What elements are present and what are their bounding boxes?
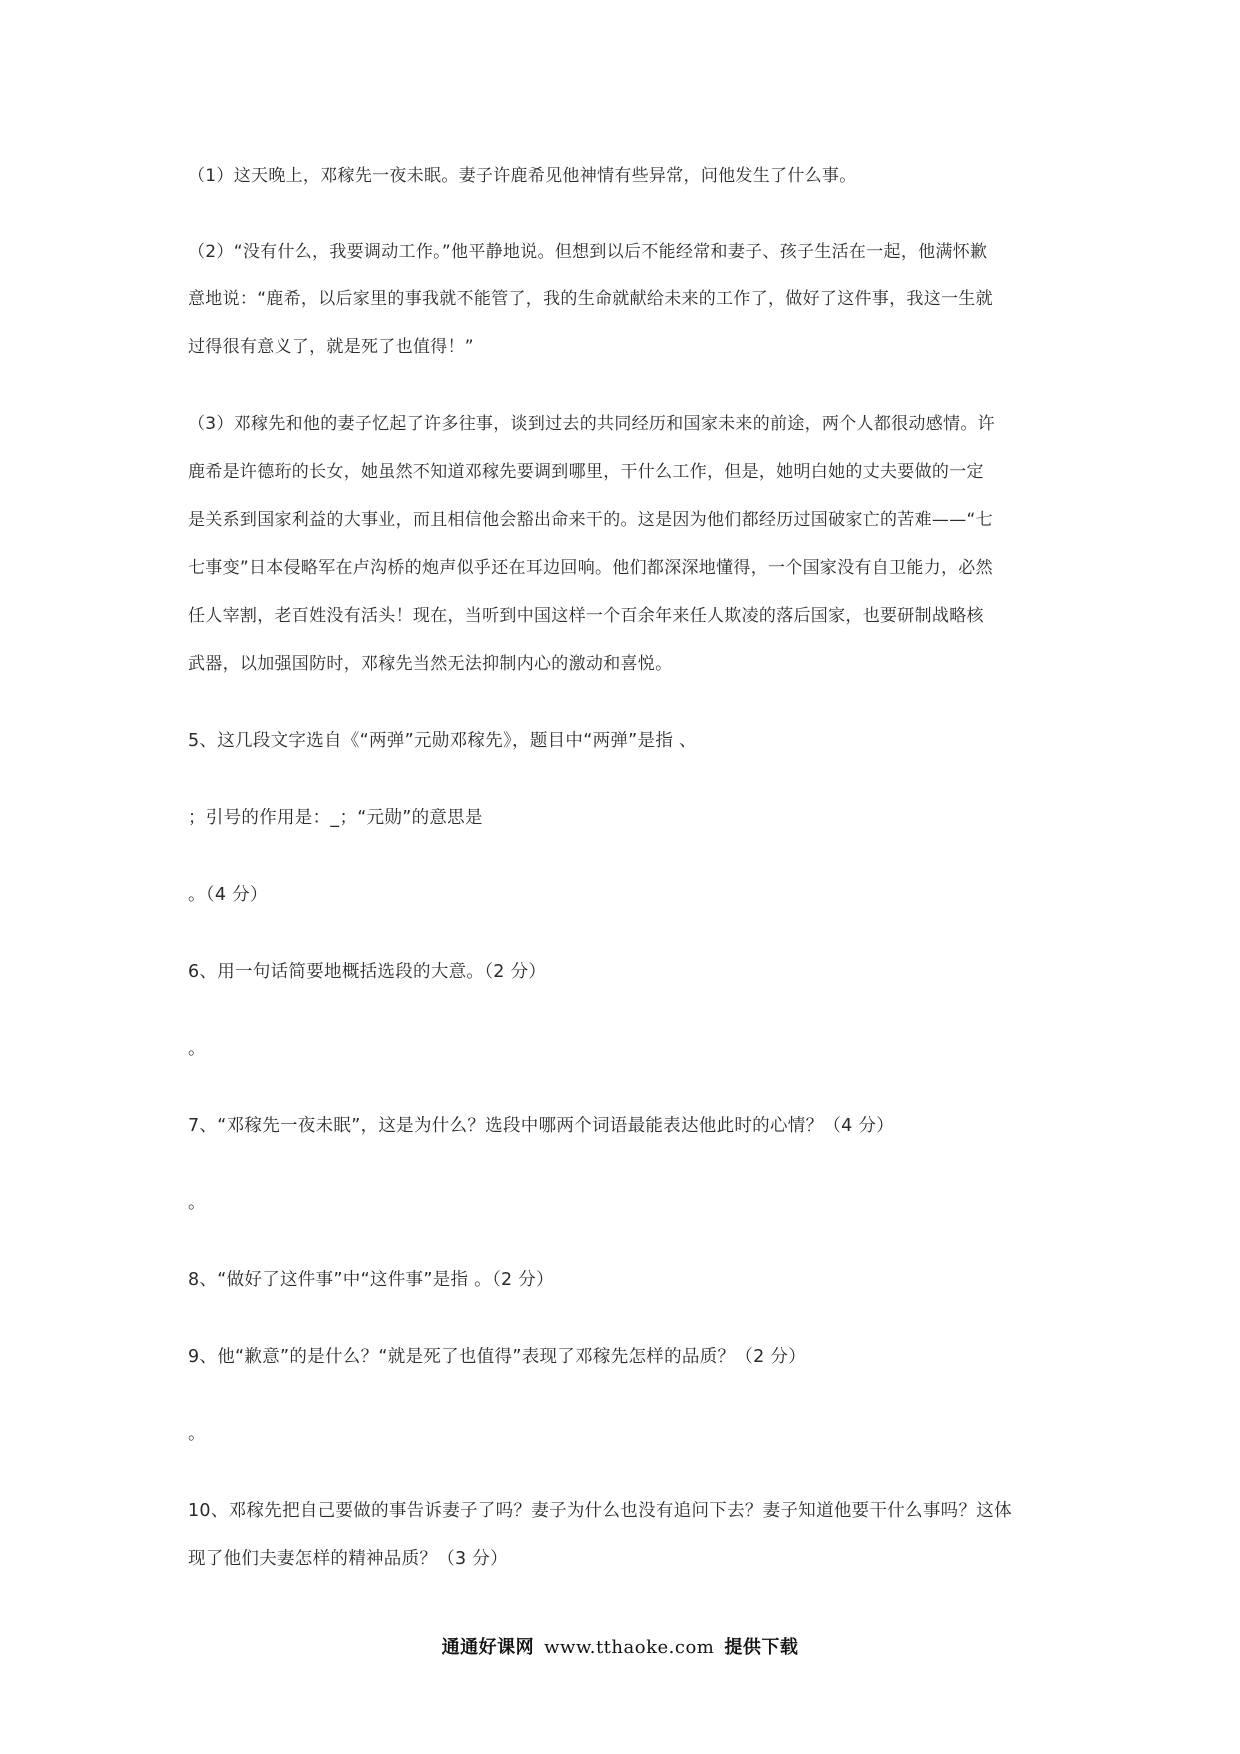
footer-url-link[interactable]: www.tthaoke.com (544, 1637, 715, 1658)
question-9-answer: 。 (188, 1424, 206, 1444)
paragraph-1-line-1: （1）这天晚上，邓稼先一夜未眠。妻子许鹿希见他神情有些异常，问他发生了什么事。 (188, 166, 857, 186)
question-6-answer: 。 (188, 1039, 206, 1059)
paragraph-3-line-2: 鹿希是许德珩的长女，她虽然不知道邓稼先要调到哪里，干什么工作，但是，她明白她的丈夫要做的一定 (188, 462, 984, 482)
footer-download-text: 提供下载 (724, 1637, 799, 1658)
question-6: 6、用一句话简要地概括选段的大意。（2 分） (188, 962, 547, 982)
question-5-line-3: 。（4 分） (188, 885, 268, 905)
question-10-line-1: 10、邓稼先把自己要做的事告诉妻子了吗？妻子为什么也没有追问下去？妻子知道他要干什么事吗？这体 (188, 1501, 1012, 1521)
paragraph-2-line-1: （2）“没有什么，我要调动工作。”他平静地说。但想到以后不能经常和妻子、孩子生活在一起，他满怀歉 (188, 242, 988, 262)
question-7: 7、“邓稼先一夜未眠”，这是为什么？选段中哪两个词语最能表达他此时的心情？（4 分） (188, 1116, 895, 1136)
paragraph-2-line-3: 过得很有意义了，就是死了也值得！” (188, 337, 474, 357)
paragraph-3-line-1: （3）邓稼先和他的妻子忆起了许多往事，谈到过去的共同经历和国家未来的前途，两个人都很动感情。许 (188, 414, 995, 434)
question-7-answer: 。 (188, 1193, 206, 1213)
paragraph-3-line-4: 七事变”日本侵略军在卢沟桥的炮声似乎还在耳边回响。他们都深深地懂得，一个国家没有自卫能力，必然 (188, 558, 993, 578)
question-5-line-1: 5、这几段文字选自《“两弹”元勋邓稼先》，题目中“两弹”是指 、 (188, 731, 697, 751)
paragraph-3-line-6: 武器，以加强国防时，邓稼先当然无法抑制内心的激动和喜悦。 (188, 654, 673, 674)
question-10-line-2: 现了他们夫妻怎样的精神品质？（3 分） (188, 1549, 508, 1569)
footer-site-name: 通通好课网 (441, 1637, 535, 1658)
question-5-line-2: ；引号的作用是：_；“元勋”的意思是 (188, 808, 483, 828)
question-9: 9、他“歉意”的是什么？“就是死了也值得”表现了邓稼先怎样的品质？（2 分） (188, 1347, 806, 1367)
question-8: 8、“做好了这件事”中“这件事”是指 。（2 分） (188, 1270, 554, 1290)
page-footer (0, 1636, 1240, 1660)
paragraph-2-line-2: 意地说：“鹿希，以后家里的事我就不能管了，我的生命就献给未来的工作了，做好了这件事，我这一生就 (188, 289, 993, 309)
paragraph-3-line-3: 是关系到国家利益的大事业，而且相信他会豁出命来干的。这是因为他们都经历过国破家亡的苦难——“七 (188, 510, 993, 530)
paragraph-3-line-5: 任人宰割，老百姓没有活头！现在，当听到中国这样一个百余年来任人欺凌的落后国家，也要研制战略核 (188, 606, 984, 626)
